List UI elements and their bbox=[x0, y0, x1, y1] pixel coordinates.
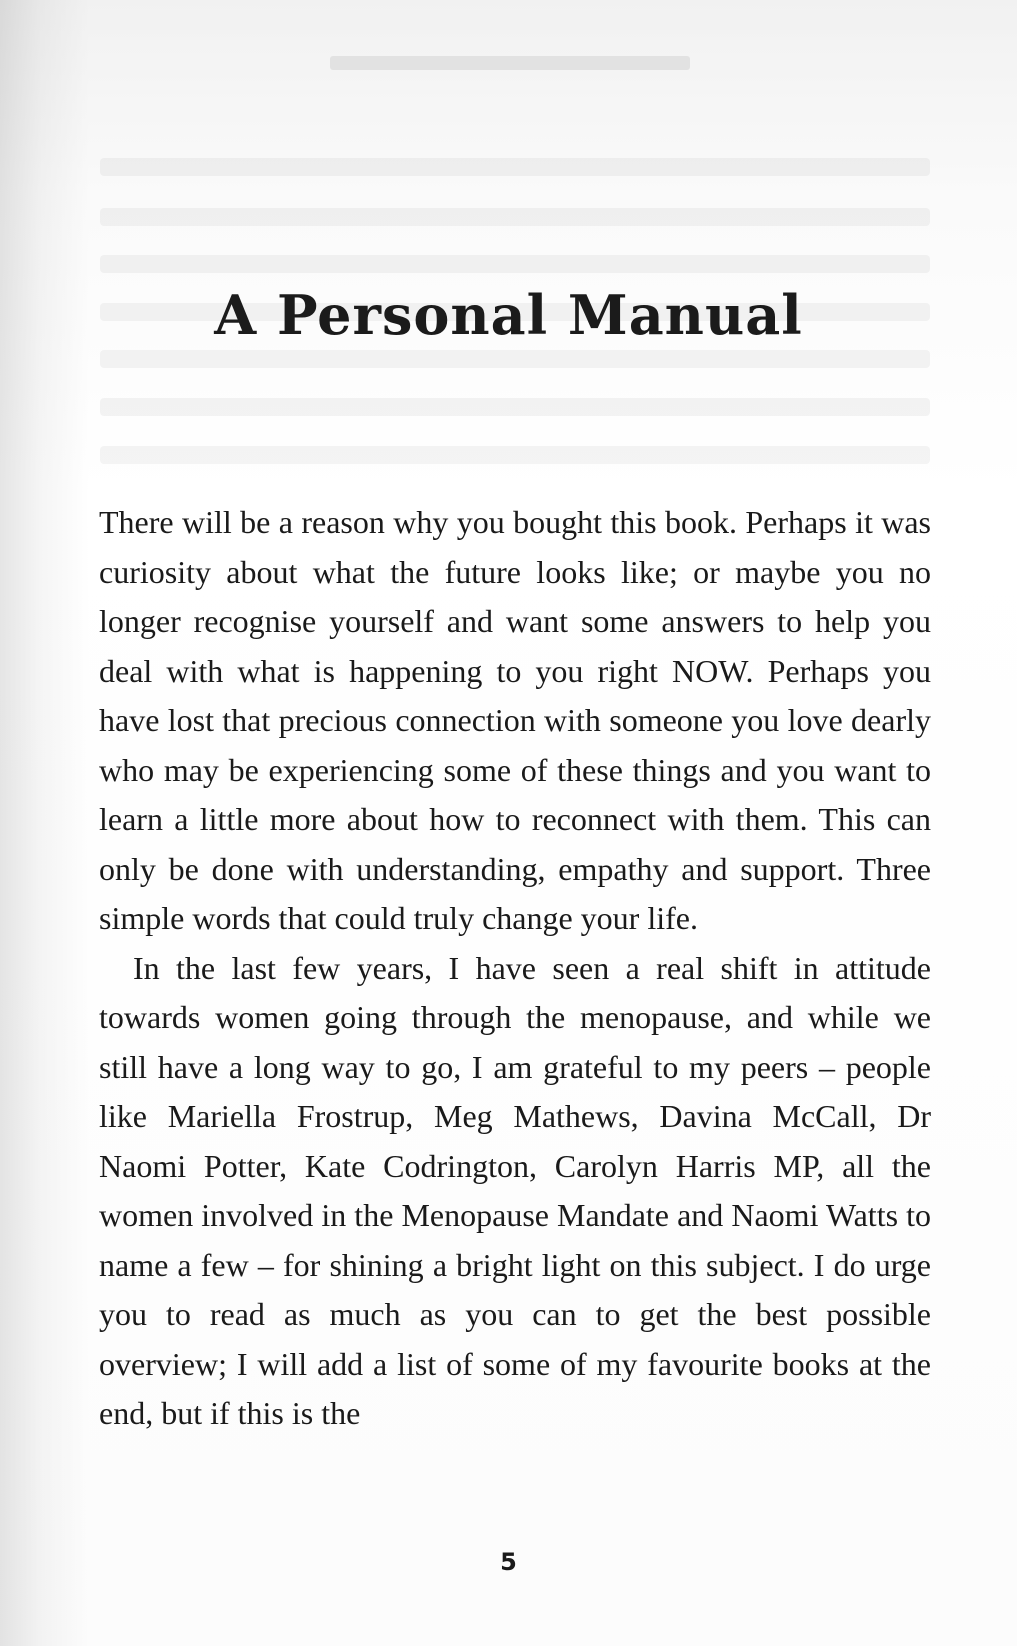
paragraph: There will be a reason why you bought this book. Perhaps it was curiosity about what the future looks like; or maybe you no longer recognise yourself and want some answers to help you deal with what is happening to you right NOW. Perhaps you have lost that precious connection with someone you love dearly who may be experiencing some of these things and you want to learn a little more about how to reconnect with them. This can only be done with understanding, empathy and support. Three simple words that could truly change your life. bbox=[99, 504, 931, 936]
bleed-through-line bbox=[100, 446, 930, 464]
bleed-through-line bbox=[100, 350, 930, 368]
chapter-title: A Personal Manual bbox=[214, 283, 803, 347]
page-number: 5 bbox=[500, 1548, 517, 1576]
bleed-through-line bbox=[100, 255, 930, 273]
bleed-through-line bbox=[100, 398, 930, 416]
paragraph: In the last few years, I have seen a real shift in attitude towards women going through the menopause, and while we still have a long way to go, I am grateful to my peers – people like Mariella Frostrup, Meg Mathews, Davina McCall, Dr Naomi Potter, Kate Codrington, Carolyn Harris MP, all the women involved in the Menopause Mandate and Naomi Watts to name a few – for shining a bright light on this subject. I do urge you to read as much as you can to get the best possible overview; I will add a list of some of my favourite books at the end, but if this is the bbox=[99, 949, 931, 1431]
body-text bbox=[99, 498, 931, 1439]
bleed-through-line bbox=[100, 158, 930, 176]
bleed-through-running-head bbox=[330, 56, 690, 70]
bleed-through-line bbox=[100, 208, 930, 226]
